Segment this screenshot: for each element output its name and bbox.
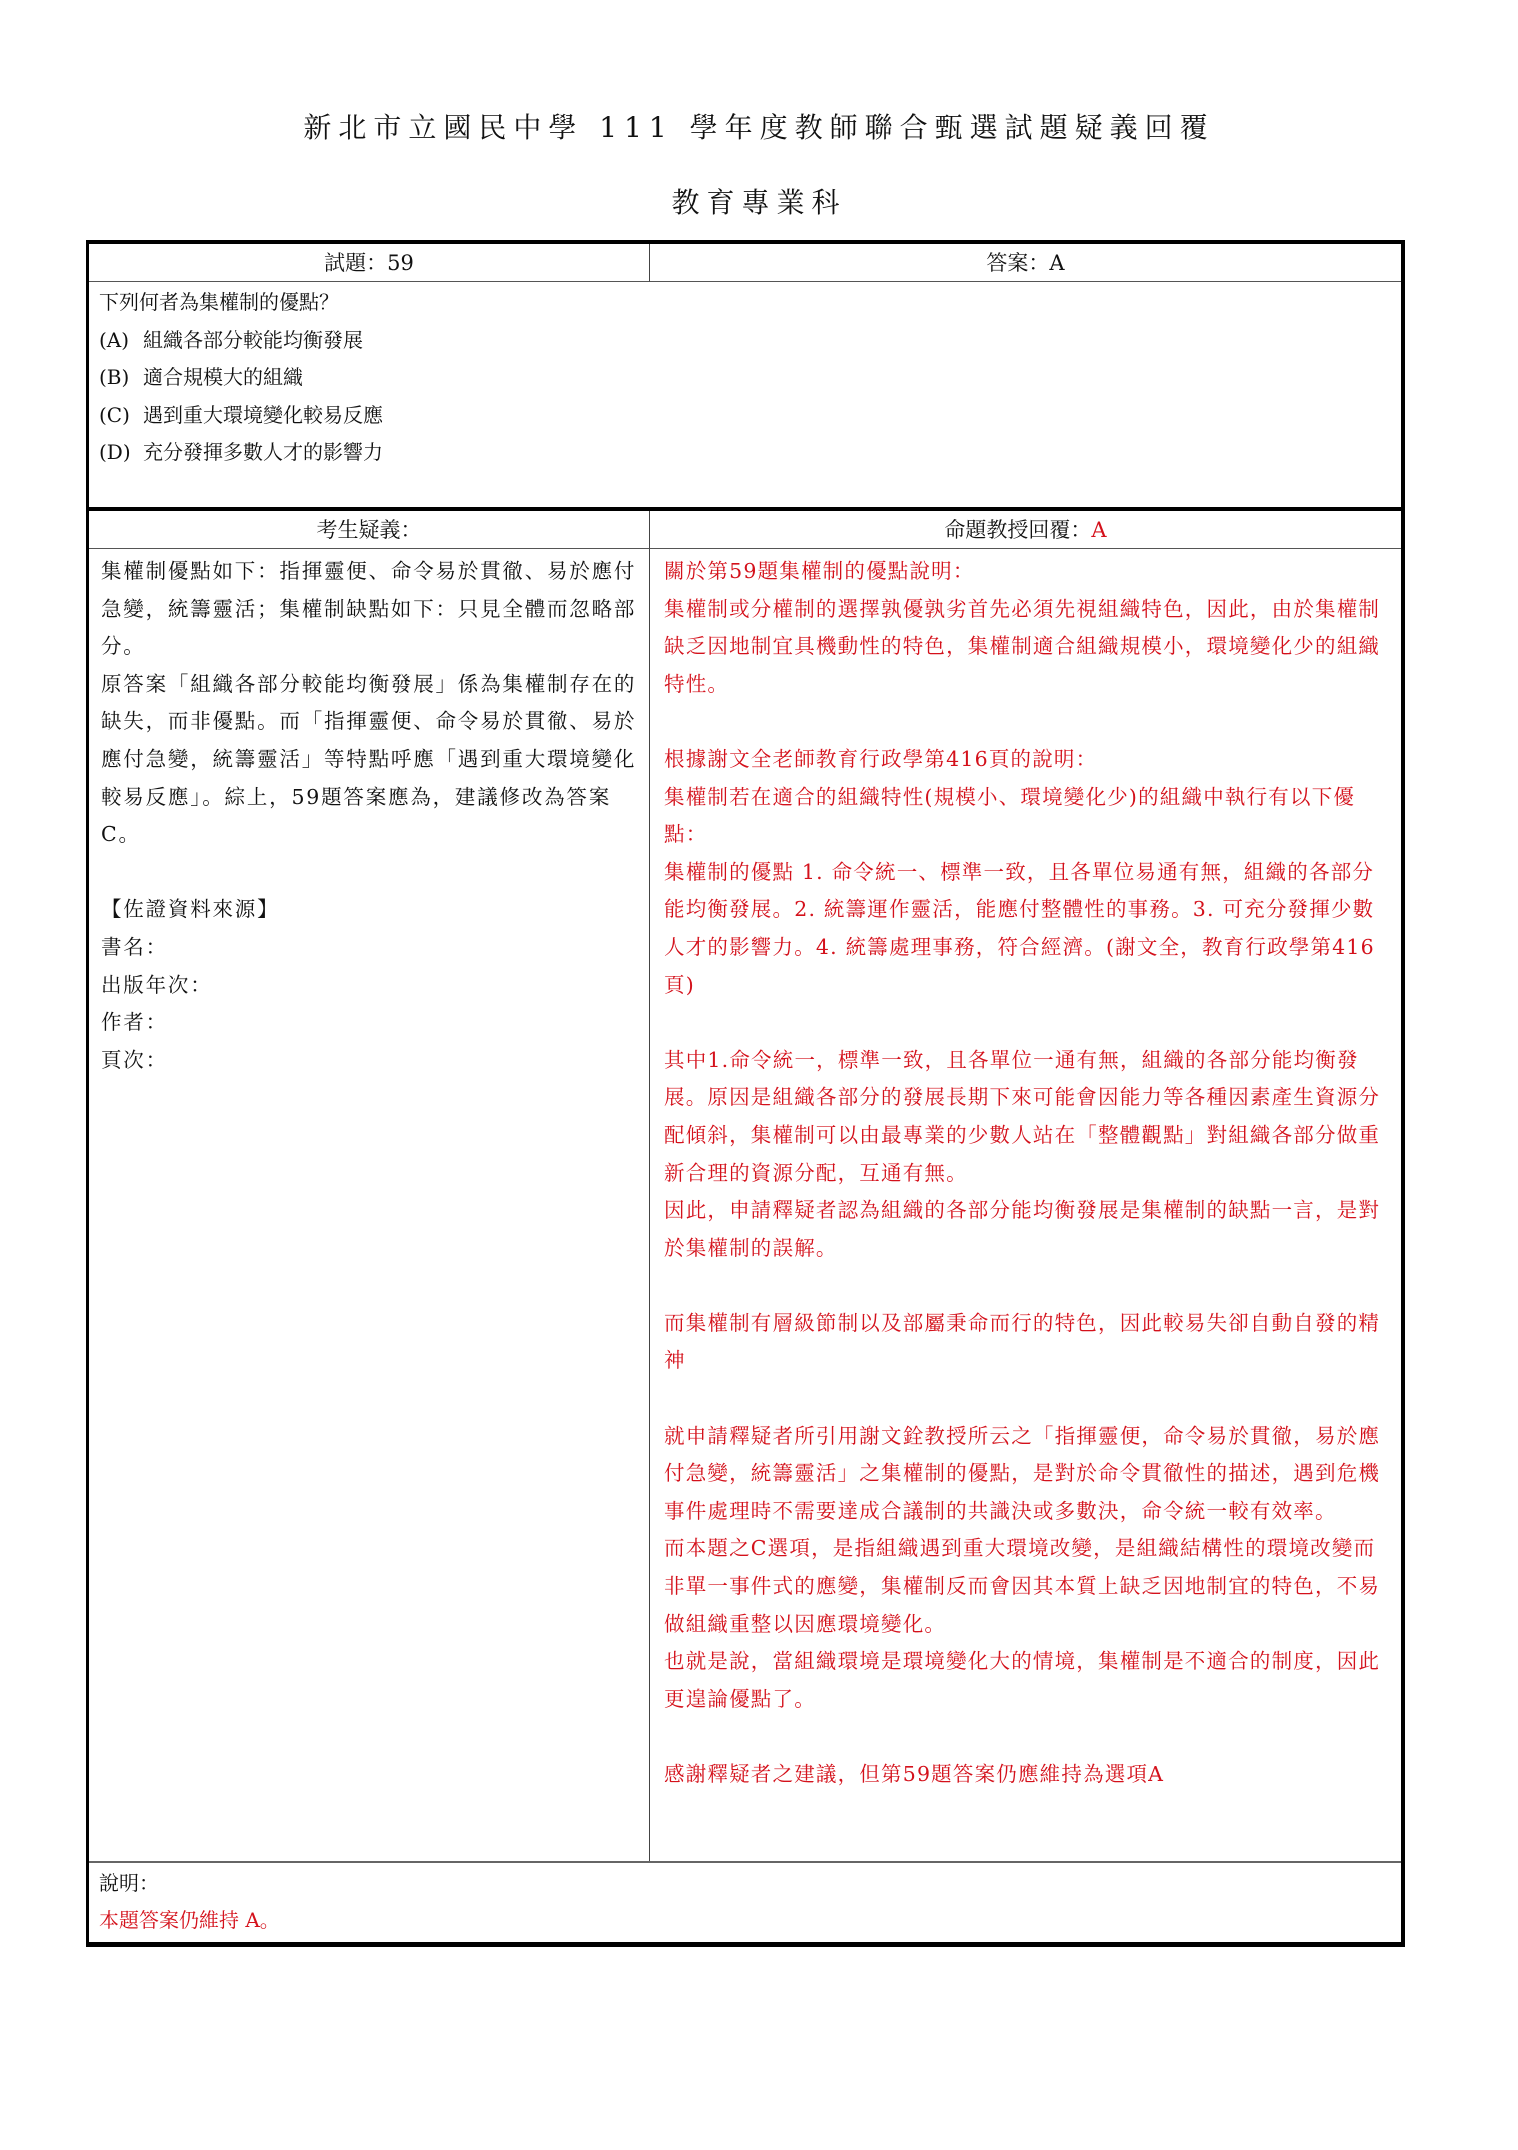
appeal-table bbox=[86, 240, 1405, 1947]
body-row bbox=[89, 549, 1401, 1863]
option-a bbox=[99, 322, 1391, 360]
document-title: 新北市立國民中學 111 學年度教師聯合甄選試題疑義回覆 bbox=[303, 111, 1215, 144]
reply-paragraph: 因此，申請釋疑者認為組織的各部分能均衡發展是集權制的缺點一言，是對於集權制的誤解。 bbox=[664, 1198, 1381, 1260]
option-d bbox=[99, 434, 1391, 472]
question-stem: 下列何者為集權制的優點？ bbox=[99, 290, 339, 314]
evidence-publish-year: 出版年次： bbox=[101, 972, 213, 997]
question-number: 試題：59 bbox=[89, 244, 650, 282]
evidence-page: 頁次： bbox=[101, 1047, 168, 1072]
spacer bbox=[101, 854, 639, 892]
remarks-block bbox=[89, 1863, 1401, 1942]
option-text: 遇到重大環境變化較易反應 bbox=[143, 402, 383, 427]
reply-paragraph: 其中1.命令統一，標準一致，且各單位一通有無，組織的各部分能均衡發展。原因是組織各部分的發展長期下來可能會因能力等各種因素產生資源分配傾斜，集權制可以由最專業的少數人站在「整體觀點」對組織各部分做重新合理的資源分配，互通有無。 bbox=[664, 1047, 1381, 1185]
reply-paragraph: 就申請釋疑者所引用謝文銓教授所云之「指揮靈便，命令易於貫徹，易於應付急變，統籌靈活」之集權制的優點，是對於命令貫徹性的描述，遇到危機事件處理時不需要達成合議制的共識決或多數決，命令統一較有效率。 bbox=[664, 1423, 1381, 1523]
reply-paragraph: 集權制若在適合的組織特性(規模小、環境變化少)的組織中執行有以下優點： bbox=[664, 784, 1356, 847]
candidate-paragraph: 集權制優點如下：指揮靈便、命令易於貫徹、易於應付急變，統籌靈活；集權制缺點如下：只見全體而忽略部分。 bbox=[101, 559, 637, 659]
reply-paragraph: 而本題之C選項，是指組織遇到重大環境改變，是組織結構性的環境改變而非單一事件式的應變，集權制反而會因其本質上缺乏因地制宜的特色，不易做組織重整以因應環境變化。 bbox=[664, 1536, 1381, 1636]
professor-reply-label: 命題教授回覆： bbox=[944, 518, 1092, 542]
reply-conclusion: 感謝釋疑者之建議，但第59題答案仍應維持為選項A bbox=[664, 1762, 1165, 1786]
remarks-text: 本題答案仍維持 A。 bbox=[99, 1908, 280, 1932]
option-text: 充分發揮多數人才的影響力 bbox=[143, 440, 383, 464]
reply-paragraph: 根據謝文全老師教育行政學第416頁的說明： bbox=[664, 746, 1098, 771]
option-c bbox=[99, 397, 1391, 435]
professor-reply-answer: A bbox=[1091, 518, 1107, 542]
professor-reply-header bbox=[650, 511, 1401, 549]
document-subtitle: 教育專業科 bbox=[671, 186, 847, 219]
evidence-heading: 【佐證資料來源】 bbox=[101, 897, 280, 922]
candidate-query bbox=[89, 549, 650, 1861]
option-tag: (C) bbox=[99, 402, 130, 427]
evidence-author: 作者： bbox=[101, 1010, 168, 1035]
reply-paragraph: 也就是說，當組織環境是環境變化大的情境，集權制是不適合的制度，因此更遑論優點了。 bbox=[664, 1649, 1381, 1711]
option-b bbox=[99, 359, 1391, 397]
original-answer: 答案：A bbox=[650, 244, 1401, 282]
candidate-query-header: 考生疑義： bbox=[89, 511, 650, 549]
option-text: 組織各部分較能均衡發展 bbox=[143, 327, 363, 352]
reply-paragraph: 關於第59題集權制的優點說明： bbox=[664, 559, 975, 583]
section-header-row bbox=[89, 511, 1401, 549]
spacer bbox=[664, 1718, 1391, 1756]
reply-paragraph: 集權制或分權制的選擇孰優孰劣首先必須先視組織特色，因此，由於集權制缺乏因地制宜具機動性的特色，集權制適合組織規模小，環境變化少的組織特性。 bbox=[664, 596, 1381, 696]
remarks-label: 說明： bbox=[99, 1871, 159, 1895]
candidate-paragraph: 原答案「組織各部分較能均衡發展」係為集權制存在的缺失，而非優點。而「指揮靈便、命令易於貫徹、易於應付急變，統籌靈活」等特點呼應「遇到重大環境變化較易反應」。綜上，59題答案應為，建議修改為答案C。 bbox=[101, 671, 637, 847]
question-header-row bbox=[89, 244, 1401, 282]
spacer bbox=[664, 1267, 1391, 1305]
reply-paragraph: 集權制的優點 1. 命令統一、標準一致，且各單位易通有無，組織的各部分能均衡發展。2. 統籌運作靈活，能應付整體性的事務。3. 可充分發揮少數人才的影響力。4. 統籌處理事務，符合經濟。(謝文全，教育行政學第416頁) bbox=[664, 859, 1375, 997]
professor-reply bbox=[650, 549, 1401, 1861]
spacer bbox=[664, 1004, 1391, 1042]
reply-paragraph: 而集權制有層級節制以及部屬秉命而行的特色，因此較易失卻自動自發的精神 bbox=[664, 1310, 1381, 1373]
option-tag: (D) bbox=[99, 440, 131, 464]
evidence-book-title: 書名： bbox=[101, 934, 168, 959]
question-block bbox=[89, 282, 1401, 511]
option-tag: (A) bbox=[99, 327, 130, 352]
spacer bbox=[664, 703, 1391, 741]
spacer bbox=[664, 1380, 1391, 1418]
option-tag: (B) bbox=[99, 365, 130, 389]
option-text: 適合規模大的組織 bbox=[143, 365, 303, 389]
